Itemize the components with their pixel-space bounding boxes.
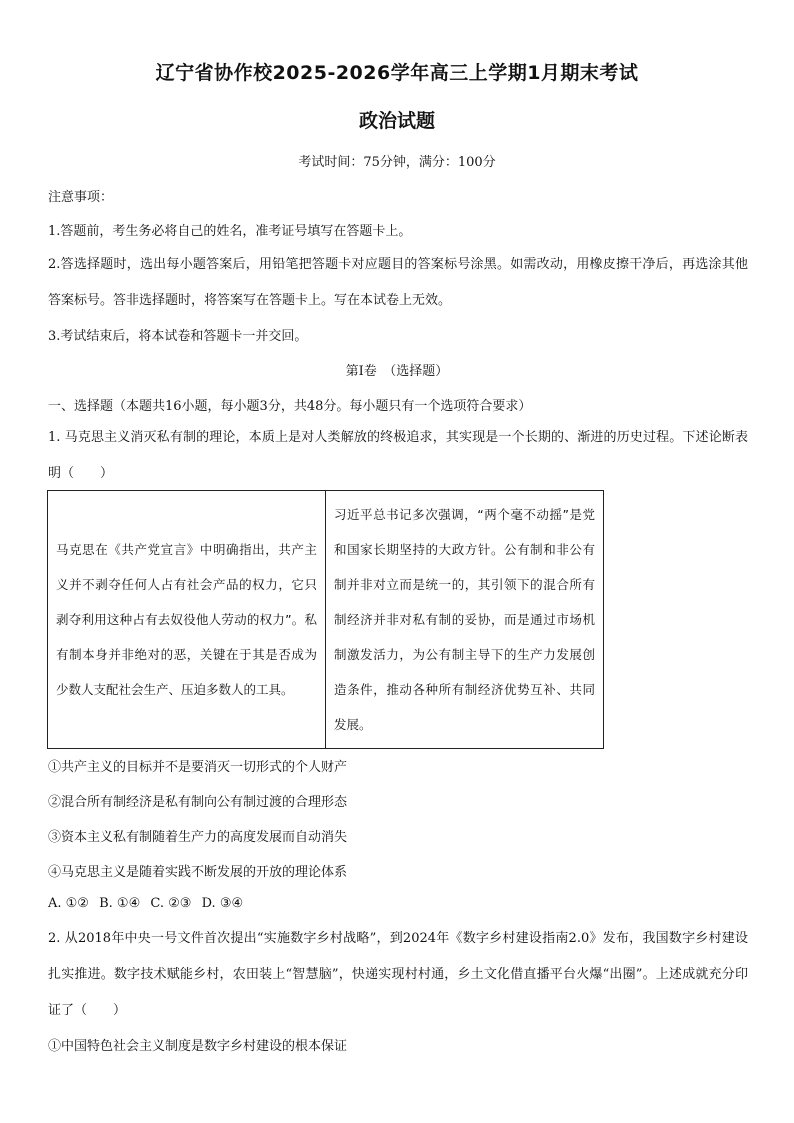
exam-title: 辽宁省协作校2025-2026学年高三上学期1月期末考试 — [155, 62, 639, 84]
question-1-stem: 1. 马克思主义消灭私有制的理论，本质上是对人类解放的终极追求，其实现是一个长期的、渐进的历史过程。下述论断表明（ ） — [48, 430, 748, 481]
material-right-cell: 习近平总书记多次强调，“两个毫不动摇”是党和国家长期坚持的大政方针。公有制和非公有制并非对立而是统一的，其引领下的混合所有制经济并非对私有制的妥协，而是通过市场机制激发活力，为公有制主导下的生产力发展创造条件，推动各种所有制经济优势互补、共同发展。 — [326, 491, 604, 749]
q1-statement-4: ④马克思主义是随着实践不断发展的开放的理论体系 — [48, 865, 348, 880]
note-item-3: 3.考试结束后，将本试卷和答题卡一并交回。 — [48, 329, 308, 344]
q1-option-b[interactable]: B. ①④ — [99, 896, 141, 911]
q1-option-d[interactable]: D. ③④ — [201, 896, 244, 911]
q1-options — [48, 896, 249, 911]
q1-statement-1: ①共产主义的目标并不是要消灭一切形式的个人财产 — [48, 760, 348, 775]
notes-heading: 注意事项： — [48, 190, 114, 205]
exam-info: 考试时间：75分钟，满分：100分 — [298, 155, 496, 170]
question-2-stem: 2. 从2018年中央一号文件首次提出“实施数字乡村战略”，到2024年《数字乡村建设指南2.0》发布，我国数字乡村建设扎实推进。数字技术赋能乡村，农田装上“智慧脑”，快递实现村村通，乡土文化借直播平台火爆“出圈”。上述成就充分印证了（ ） — [48, 931, 748, 1018]
material-left-cell: 马克思在《共产党宣言》中明确指出，共产主义并不剥夺任何人占有社会产品的权力，它只剥夺利用这种占有去奴役他人劳动的权力”。私有制本身并非绝对的恶，关键在于其是否成为少数人支配社会生产、压迫多数人的工具。 — [48, 491, 326, 749]
q1-statement-2: ②混合所有制经济是私有制向公有制过渡的合理形态 — [48, 795, 348, 810]
note-item-2: 2.答选择题时，选出每小题答案后，用铅笔把答题卡对应题目的答案标号涂黑。如需改动，用橡皮擦干净后，再选涂其他答案标号。答非选择题时，将答案写在答题卡上。写在本试卷上无效。 — [48, 257, 748, 308]
q2-statement-1: ①中国特色社会主义制度是数字乡村建设的根本保证 — [48, 1039, 348, 1054]
volume-heading: 第Ⅰ卷 （选择题） — [345, 364, 449, 379]
q1-statement-3: ③资本主义私有制随着生产力的高度发展而自动消失 — [48, 830, 348, 845]
q1-option-a[interactable]: A. ①② — [48, 896, 89, 911]
q1-option-c[interactable]: C. ②③ — [150, 896, 192, 911]
section-instruction: 一、选择题（本题共16小题，每小题3分，共48分。每小题只有一个选项符合要求） — [48, 399, 532, 414]
exam-subject: 政治试题 — [358, 110, 435, 132]
note-item-1: 1.答题前，考生务必将自己的姓名，准考证号填写在答题卡上。 — [48, 224, 412, 239]
question-1-material-table — [47, 490, 604, 749]
